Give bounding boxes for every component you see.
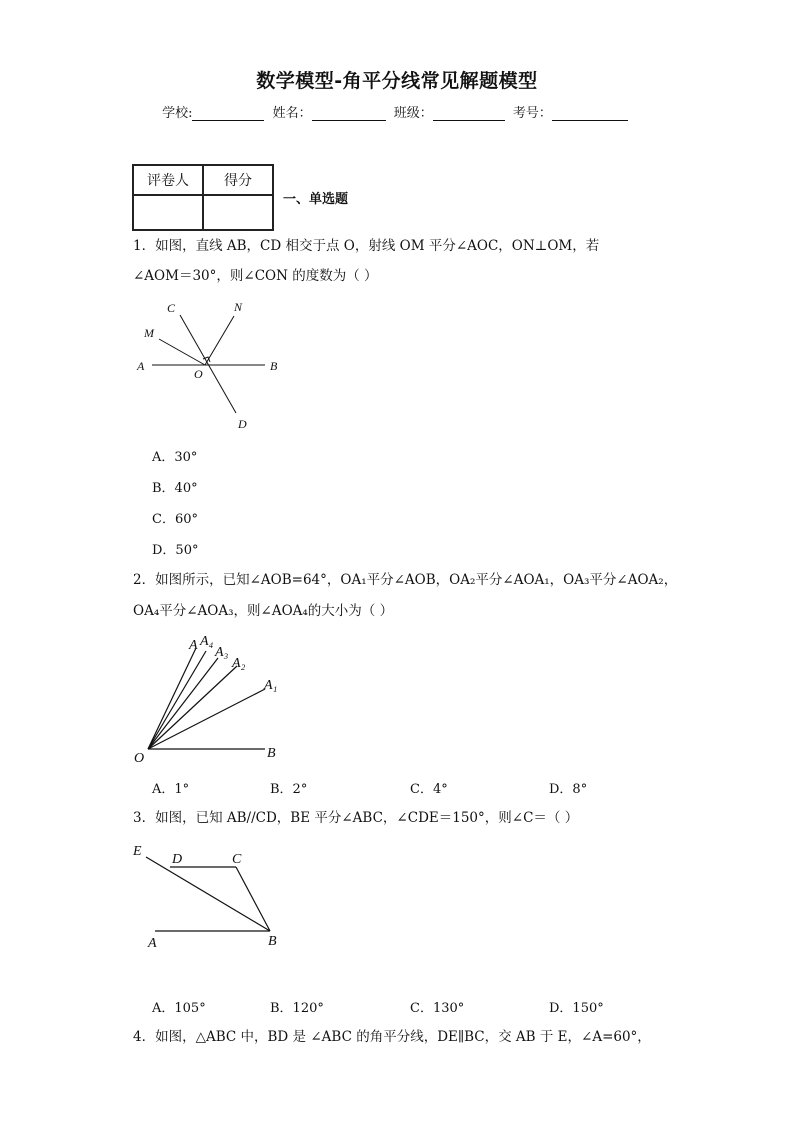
q3-option-b[interactable]: B．120° [270, 1001, 324, 1016]
page-title: 数学模型-角平分线常见解题模型 [256, 70, 538, 92]
q3-label-e: E [133, 844, 142, 859]
q1-option-a[interactable]: A．30° [152, 450, 198, 465]
reviewer-header: 评卷人 [133, 165, 203, 195]
q3-segment-eb [146, 857, 270, 931]
q1-label-b: B [270, 359, 278, 373]
q1-label-n: N [234, 300, 243, 314]
score-header: 得分 [203, 165, 273, 195]
q3-label-d: D [172, 852, 183, 867]
q3-option-a[interactable]: A．105° [152, 1001, 206, 1016]
section-title: 一、单选题 [283, 192, 349, 207]
name-label: 姓名： [272, 106, 312, 121]
school-label: 学校: [162, 106, 193, 121]
q2-label-o: O [134, 751, 145, 766]
q1-label-m: M [144, 326, 154, 340]
q1-label-a: A [137, 359, 145, 373]
q2-option-a[interactable]: A．1° [152, 782, 190, 797]
exam-no-label: 考号： [512, 106, 552, 121]
q2-stem-line1: 2．如图所示，已知∠AOB=64°，OA₁平分∠AOB，OA₂平分∠AOA₁，OA₃平分∠AOA₂， [133, 572, 678, 588]
q3-stem-line1: 3．如图，已知 AB//CD，BE 平分∠ABC，∠CDE＝150°，则∠C＝（ ） [133, 810, 579, 826]
q2-label-a1: A₁ [264, 678, 278, 693]
q2-option-c[interactable]: C．4° [410, 782, 448, 797]
q1-label-d: D [238, 417, 247, 431]
q3-option-c[interactable]: C．130° [410, 1001, 465, 1016]
q4-stem-line1: 4．如图，△ABC 中，BD 是 ∠ABC 的角平分线，DE∥BC，交 AB 于 E，∠A=60°， [133, 1029, 651, 1045]
class-label: 班级： [393, 106, 433, 121]
q3-label-a: A [148, 936, 157, 951]
q1-stem-line2: ∠AOM＝30°，则∠CON 的度数为（ ） [133, 268, 378, 284]
q1-stem-line1: 1．如图，直线 AB，CD 相交于点 O，射线 OM 平分∠AOC，ON⊥OM，若 [133, 238, 600, 254]
q3-option-d[interactable]: D．150° [549, 1001, 604, 1016]
q2-label-a4: A₄ [200, 634, 214, 649]
q2-label-a: A [189, 638, 198, 653]
q2-label-a3: A₃ [215, 645, 229, 660]
q2-option-d[interactable]: D．8° [549, 782, 588, 797]
q1-label-o: O [194, 367, 203, 381]
q2-stem-line2: OA₄平分∠AOA₃，则∠AOA₄的大小为（ ） [133, 603, 394, 619]
q1-label-c: C [167, 301, 176, 315]
q2-option-b[interactable]: B．2° [270, 782, 308, 797]
q2-label-b: B [267, 746, 276, 761]
q1-option-d[interactable]: D．50° [152, 543, 199, 558]
q1-option-b[interactable]: B．40° [152, 481, 198, 496]
q3-label-c: C [232, 852, 242, 867]
q1-option-c[interactable]: C．60° [152, 512, 198, 527]
q2-label-a2: A₂ [232, 656, 246, 671]
q3-label-b: B [268, 934, 277, 949]
